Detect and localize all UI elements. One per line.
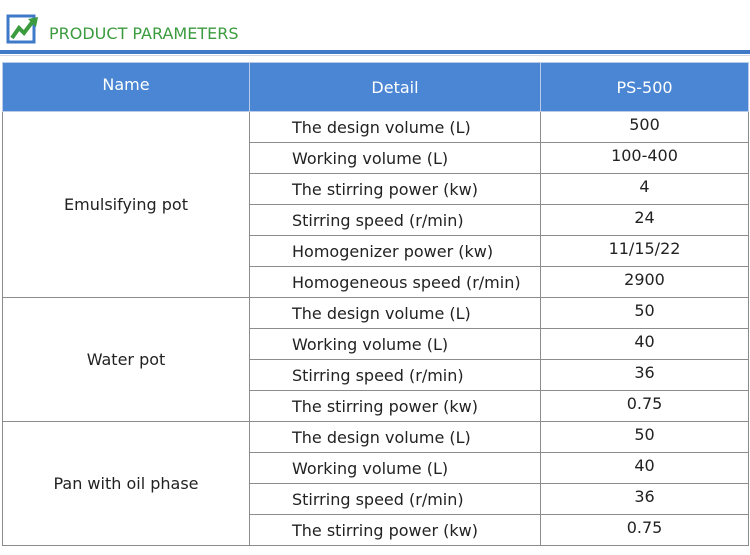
column-header-name: Name [3, 63, 250, 112]
header-rule-thin [0, 55, 750, 56]
detail-cell: The design volume (L) [250, 298, 541, 329]
header-rule [0, 50, 750, 54]
table-row [3, 298, 749, 329]
value-cell: 0.75 [541, 515, 749, 546]
detail-cell: Stirring speed (r/min) [250, 360, 541, 391]
page-title: PRODUCT PARAMETERS [49, 24, 239, 43]
value-cell: 24 [541, 205, 749, 236]
value-cell: 2900 [541, 267, 749, 298]
detail-cell: The stirring power (kw) [250, 174, 541, 205]
detail-cell: The design volume (L) [250, 422, 541, 453]
detail-cell: The design volume (L) [250, 112, 541, 143]
detail-cell: The stirring power (kw) [250, 515, 541, 546]
group-name-cell: Pan with oil phase [3, 422, 250, 546]
chart-trend-logo-icon [6, 14, 40, 44]
detail-cell: Homogeneous speed (r/min) [250, 267, 541, 298]
column-header-detail: Detail [250, 63, 541, 112]
value-cell: 40 [541, 453, 749, 484]
value-cell: 500 [541, 112, 749, 143]
detail-cell: Working volume (L) [250, 453, 541, 484]
value-cell: 4 [541, 174, 749, 205]
table-body [3, 112, 749, 546]
parameters-table [2, 62, 749, 546]
value-cell: 36 [541, 360, 749, 391]
column-header-model: PS-500 [541, 63, 749, 112]
value-cell: 36 [541, 484, 749, 515]
value-cell: 50 [541, 422, 749, 453]
value-cell: 100-400 [541, 143, 749, 174]
value-cell: 50 [541, 298, 749, 329]
table-row [3, 422, 749, 453]
table-row [3, 112, 749, 143]
value-cell: 40 [541, 329, 749, 360]
detail-cell: Stirring speed (r/min) [250, 484, 541, 515]
value-cell: 11/15/22 [541, 236, 749, 267]
table-header-row [3, 63, 749, 112]
detail-cell: Working volume (L) [250, 143, 541, 174]
detail-cell: Working volume (L) [250, 329, 541, 360]
group-name-cell: Water pot [3, 298, 250, 422]
detail-cell: Homogenizer power (kw) [250, 236, 541, 267]
section-header [0, 0, 750, 52]
group-name-cell: Emulsifying pot [3, 112, 250, 298]
detail-cell: Stirring speed (r/min) [250, 205, 541, 236]
value-cell: 0.75 [541, 391, 749, 422]
detail-cell: The stirring power (kw) [250, 391, 541, 422]
